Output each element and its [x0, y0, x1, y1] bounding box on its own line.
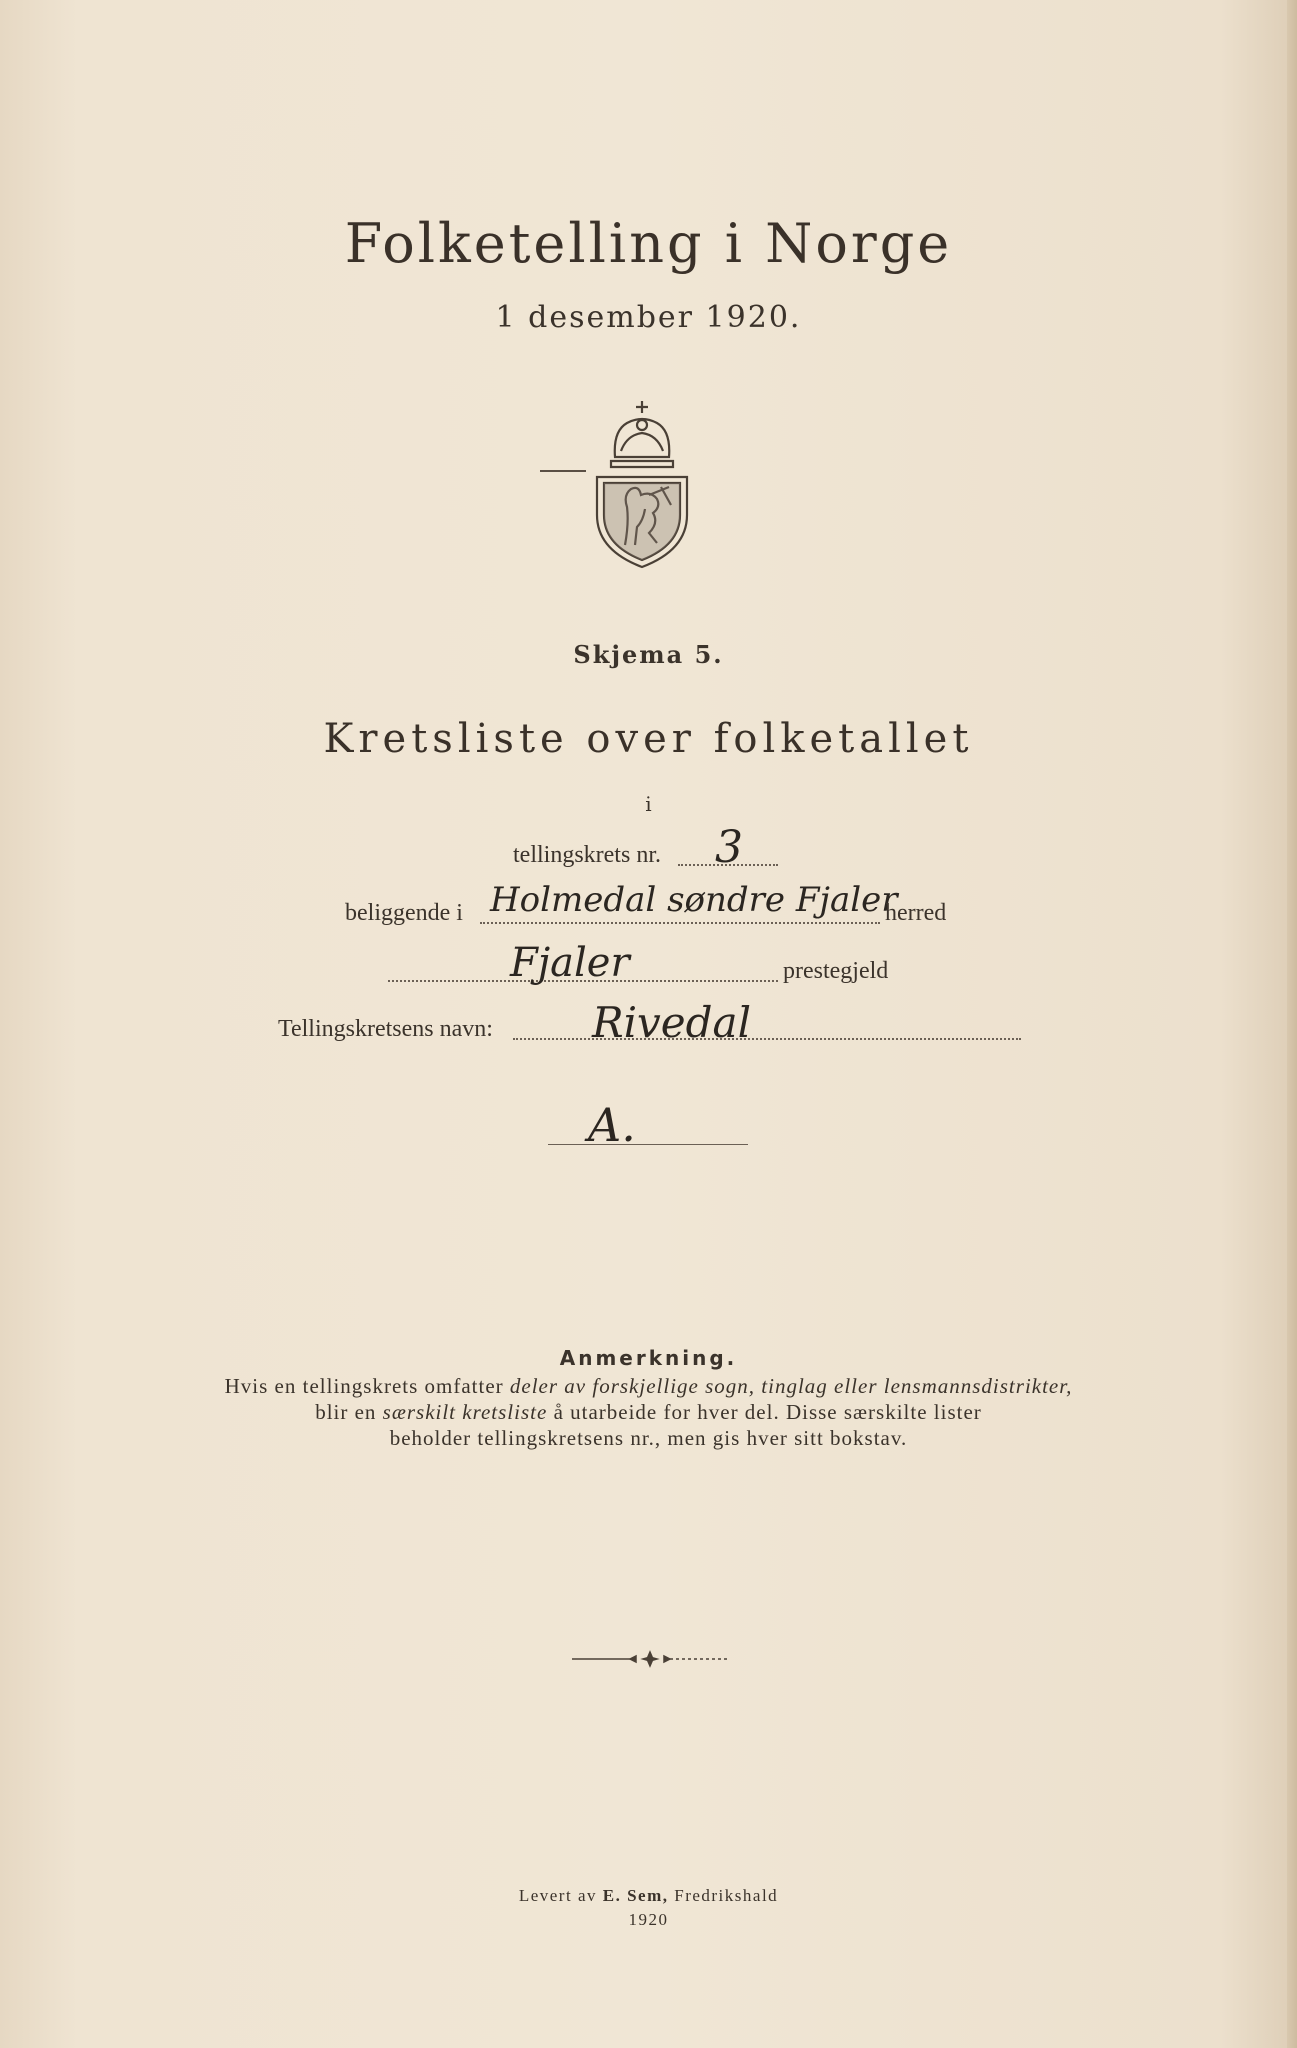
- navn-value: Rivedal: [592, 998, 751, 1047]
- letter-field-line: [548, 1144, 748, 1145]
- page-title: Folketelling i Norge: [344, 212, 953, 275]
- preposition-i: i: [645, 792, 652, 816]
- herred-field-line: [480, 922, 880, 924]
- printer-credit: [0, 1886, 1297, 1906]
- printer-place: Fredrikshald: [668, 1886, 779, 1905]
- note-line-1-text: Hvis en tellingskrets omfatter: [224, 1374, 510, 1398]
- krets-label: tellingskrets nr.: [513, 842, 661, 868]
- printer-prefix: Levert av: [518, 1886, 603, 1905]
- schema-label: Skjema 5.: [573, 640, 724, 669]
- prestegjeld-value: Fjaler: [510, 940, 630, 986]
- note-line-1-emphasis: deler av forskjellige sogn, tinglag eller lensmannsdistrikter,: [509, 1374, 1073, 1398]
- krets-value: 3: [715, 822, 743, 873]
- note-line-2: [0, 1400, 1297, 1425]
- note-line-1: [0, 1374, 1297, 1399]
- navn-label: Tellingskretsens navn:: [278, 1016, 493, 1042]
- ornament-divider-icon: [570, 1650, 730, 1668]
- herred-prefix: beliggende i: [345, 900, 463, 926]
- form-heading: Kretsliste over folketallet: [323, 716, 974, 762]
- note-line-2-rest: å utarbeide for hver del. Disse særskilte lister: [547, 1400, 982, 1424]
- note-line-2-emphasis: særskilt kretsliste: [382, 1400, 548, 1424]
- herred-suffix: herred: [885, 900, 947, 926]
- census-date: 1 desember 1920.: [495, 300, 802, 335]
- norwegian-coat-of-arms-icon: [587, 395, 697, 570]
- note-line-3: beholder tellingskretsens nr., men gis hver sitt bokstav.: [389, 1426, 908, 1450]
- letter-value: A.: [588, 1098, 636, 1152]
- pen-stroke: [540, 470, 586, 472]
- prestegjeld-suffix: prestegjeld: [783, 958, 889, 984]
- note-line-2-text: blir en: [315, 1400, 383, 1424]
- printer-year: 1920: [628, 1910, 669, 1929]
- printer-name: E. Sem,: [602, 1886, 669, 1905]
- herred-value: Holmedal søndre Fjaler: [490, 880, 898, 920]
- note-title: Anmerkning.: [559, 1346, 738, 1370]
- navn-field-line: [513, 1038, 1021, 1040]
